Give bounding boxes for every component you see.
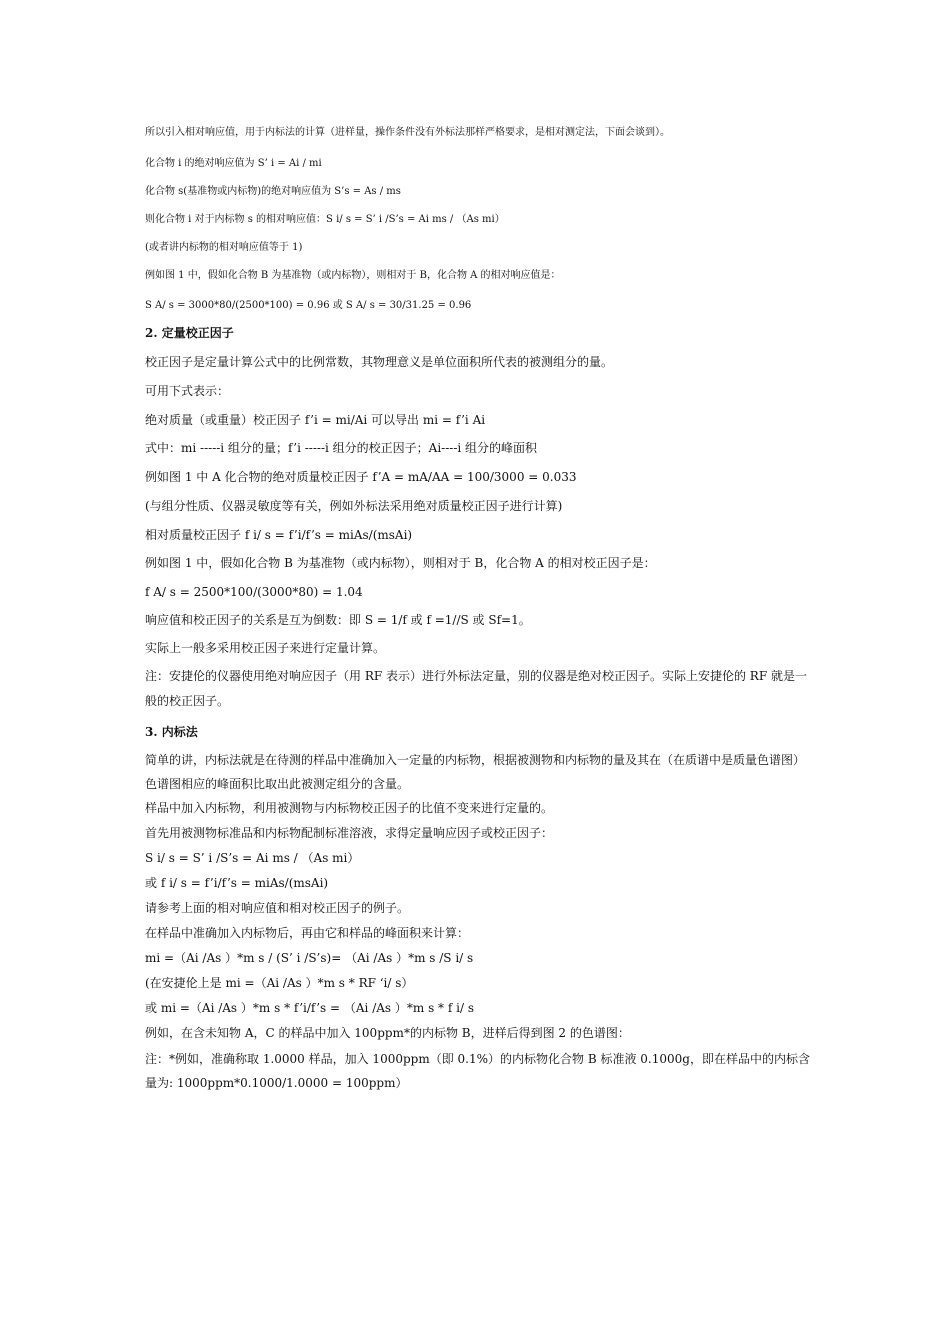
text-line-rel-response: 则化合物 i 对于内标物 s 的相对响应值：S i/ s = S’ i /S’s = Ai ms / （As mi）: [145, 214, 505, 225]
text-line-internal-std-note: (或者讲内标物的相对响应值等于 1): [145, 242, 303, 253]
text-line-practice: 实际上一般多采用校正因子来进行定量计算。: [145, 641, 386, 655]
formula-example-rel-factor: f A/ s = 2500*100/(3000*80) = 1.04: [145, 585, 363, 599]
text-line-principle: 样品中加入内标物，利用被测物与内标物校正因子的比值不变来进行定量的。: [145, 801, 554, 815]
formula-mi-response: mi =（Ai /As ）*m s / (S’ i /S’s)= （Ai /As ）*m s /S i/ s: [145, 951, 474, 965]
formula-definitions: 式中：mi -----i 组分的量；f’i -----i 组分的校正因子；Ai----i 组分的峰面积: [145, 441, 538, 455]
text-line-example-3: 例如，在含未知物 A，C 的样品中加入 100ppm*的内标物 B，进样后得到图 2 的色谱图：: [145, 1026, 630, 1040]
paragraph-internal-std: 简单的讲，内标法就是在待测的样品中准确加入一定量的内标物，根据被测物和内标物的量及其在（在质谱中是质量色谱图）色谱图相应的峰面积比取出此被测定组分的含量。: [145, 753, 806, 791]
text-line-calculation: 在样品中准确加入内标物后，再由它和样品的峰面积来计算：: [145, 926, 470, 940]
formula-response-factor: S i/ s = S’ i /S’s = Ai ms / （As mi）: [145, 851, 360, 865]
text-line-example-1: 例如图 1 中，假如化合物 B 为基准物（或内标物），则相对于 B，化合物 A 的相对响应值是：: [145, 270, 561, 281]
section-heading-3: 3. 内标法: [145, 725, 198, 739]
formula-correction-factor: 或 f i/ s = f’i/f’s = miAs/(msAi): [145, 876, 329, 890]
text-line-refer-examples: 请参考上面的相对响应值和相对校正因子的例子。: [145, 901, 410, 915]
note-sample-weight: 注：*例如，准确称取 1.0000 样品，加入 1000ppm（即 0.1%）的内标物化合物 B 标准液 0.1000g，即在样品中的内标含量为: 1000ppm*0.1000/1.0000 = 100ppm）: [145, 1052, 810, 1090]
text-line-intro: 所以引入相对响应值，用于内标法的计算（进样量，操作条件没有外标法那样严格要求，是相对测定法，下面会谈到）。: [145, 127, 670, 138]
formula-example-1: S A/ s = 3000*80/(2500*100) = 0.96 或 S A/ s = 30/31.25 = 0.96: [145, 300, 472, 311]
formula-mi-factor: 或 mi =（Ai /As ）*m s * f’i/f’s = （Ai /As ）*m s * f i/ s: [145, 1001, 474, 1015]
text-line-abs-response-i: 化合物 i 的绝对响应值为 S’ i = Ai / mi: [145, 158, 322, 169]
text-line-example-2: 例如图 1 中，假如化合物 B 为基准物（或内标物），则相对于 B，化合物 A 的相对校正因子是：: [145, 556, 656, 570]
formula-abs-factor: 绝对质量（或重量）校正因子 f’i = mi/Ai 可以导出 mi = f’i Ai: [145, 413, 486, 427]
formula-rel-factor: 相对质量校正因子 f i/ s = f’i/f’s = miAs/(msAi): [145, 528, 413, 542]
section-heading-2: 2. 定量校正因子: [145, 326, 234, 340]
formula-example-abs-factor: 例如图 1 中 A 化合物的绝对质量校正因子 f’A = mA/AA = 100/3000 = 0.033: [145, 470, 577, 484]
text-line-standard-solution: 首先用被测物标准品和内标物配制标准溶液，求得定量响应因子或校正因子：: [145, 826, 554, 840]
formula-mi-agilent: (在安捷伦上是 mi =（Ai /As ）*m s * RF ‘i/ s）: [145, 976, 414, 990]
note-agilent-rf: 注：安捷伦的仪器使用绝对响应因子（用 RF 表示）进行外标法定量，别的仪器是绝对校正因子。实际上安捷伦的 RF 就是一般的校正因子。: [145, 669, 807, 708]
paragraph-correction-factor: 校正因子是定量计算公式中的比例常数，其物理意义是单位面积所代表的被测组分的量。: [145, 355, 614, 369]
text-line-reciprocal: 响应值和校正因子的关系是互为倒数：即 S = 1/f 或 f =1//S 或 Sf=1。: [145, 613, 531, 627]
text-line-factor-note: (与组分性质、仪器灵敏度等有关，例如外标法采用绝对质量校正因子进行计算): [145, 499, 563, 513]
text-line-formula-intro: 可用下式表示：: [145, 384, 230, 398]
text-line-abs-response-s: 化合物 s(基准物或内标物)的绝对响应值为 S’s = As / ms: [145, 186, 401, 197]
